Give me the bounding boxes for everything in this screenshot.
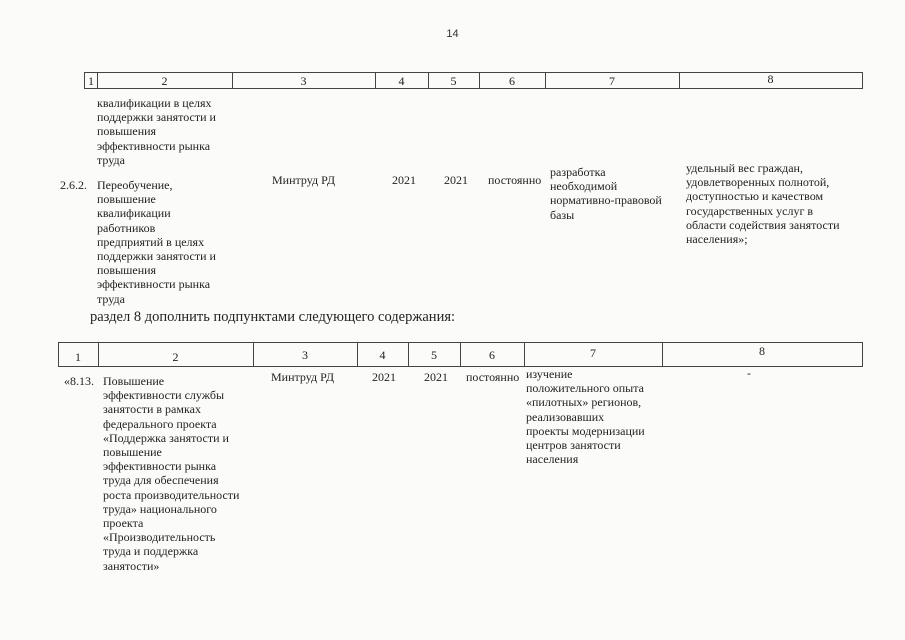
- table-2-row-name: Повышение эффективности службы занятости в рамках федерального проекта «Поддержка занятости и повышение эффективности рынка труда для обеспечения роста производительности труда» национального проекта «Производительность труда и поддержка занятости»: [103, 374, 240, 573]
- table-1-header-col-1: 1: [88, 74, 94, 88]
- table-1-header-bottom-border: [84, 88, 862, 89]
- table-2-header-col-1: 1: [75, 350, 81, 364]
- table-1-row-executor: Минтруд РД: [272, 173, 336, 187]
- table-2-row-start-year: 2021: [372, 370, 396, 384]
- table-1-header-col-7: 7: [609, 74, 615, 88]
- table-2-border: [862, 342, 863, 367]
- table-2-header-col-5: 5: [431, 348, 437, 362]
- section-intro-text: раздел 8 дополнить подпунктами следующего содержания:: [90, 309, 456, 325]
- table-1-header-col-2: 2: [161, 74, 168, 88]
- table-1-border: [862, 72, 863, 89]
- table-1-header-col-3: 3: [300, 74, 307, 88]
- table-1-row-result: разработка необходимой нормативно-правовой базы: [550, 165, 662, 222]
- table-2-row-end-year: 2021: [424, 370, 448, 384]
- table-2-row-periodicity: постоянно: [466, 370, 520, 384]
- table-2-row-result: изучение положительного опыта «пилотных» регионов, реализовавших проекты модернизации центров занятости населения: [526, 367, 645, 467]
- table-2-header-col-8: 8: [759, 344, 765, 358]
- table-2-header-col-6: 6: [489, 348, 495, 362]
- table-2-row-number: «8.13.: [64, 374, 94, 388]
- table-1-row-number: 2.6.2.: [60, 178, 87, 192]
- table-1-header-col-5: 5: [450, 74, 457, 88]
- table-1-row-periodicity: постоянно: [488, 173, 542, 187]
- table-2-header-col-3: 3: [302, 348, 308, 362]
- table-2-header-col-7: 7: [590, 346, 596, 360]
- table-1-continuation-text: квалификации в целях поддержки занятости и повышения эффективности рынка труда: [97, 96, 216, 167]
- table-1-row-end-year: 2021: [444, 173, 468, 187]
- page-number: 14: [446, 28, 459, 40]
- table-1-row-start-year: 2021: [392, 173, 416, 187]
- table-1-header-col-8: 8: [767, 72, 774, 86]
- table-1-row-indicator: удельный вес граждан, удовлетворенных полнотой, доступностью и качеством государственных услуг в области содействия занятости населения»;: [686, 161, 840, 247]
- table-1-header-col-4: 4: [398, 74, 405, 88]
- table-2-header-col-4: 4: [379, 348, 386, 362]
- table-2-row-executor: Минтруд РД: [271, 370, 335, 384]
- table-2-row-indicator: -: [747, 366, 751, 380]
- table-2-header-col-2: 2: [172, 350, 179, 364]
- table-1-row-name: Переобучение, повышение квалификации работников предприятий в целях поддержки занятости и повышения эффективности рынка труда: [97, 178, 216, 306]
- table-1-header-col-6: 6: [509, 74, 515, 88]
